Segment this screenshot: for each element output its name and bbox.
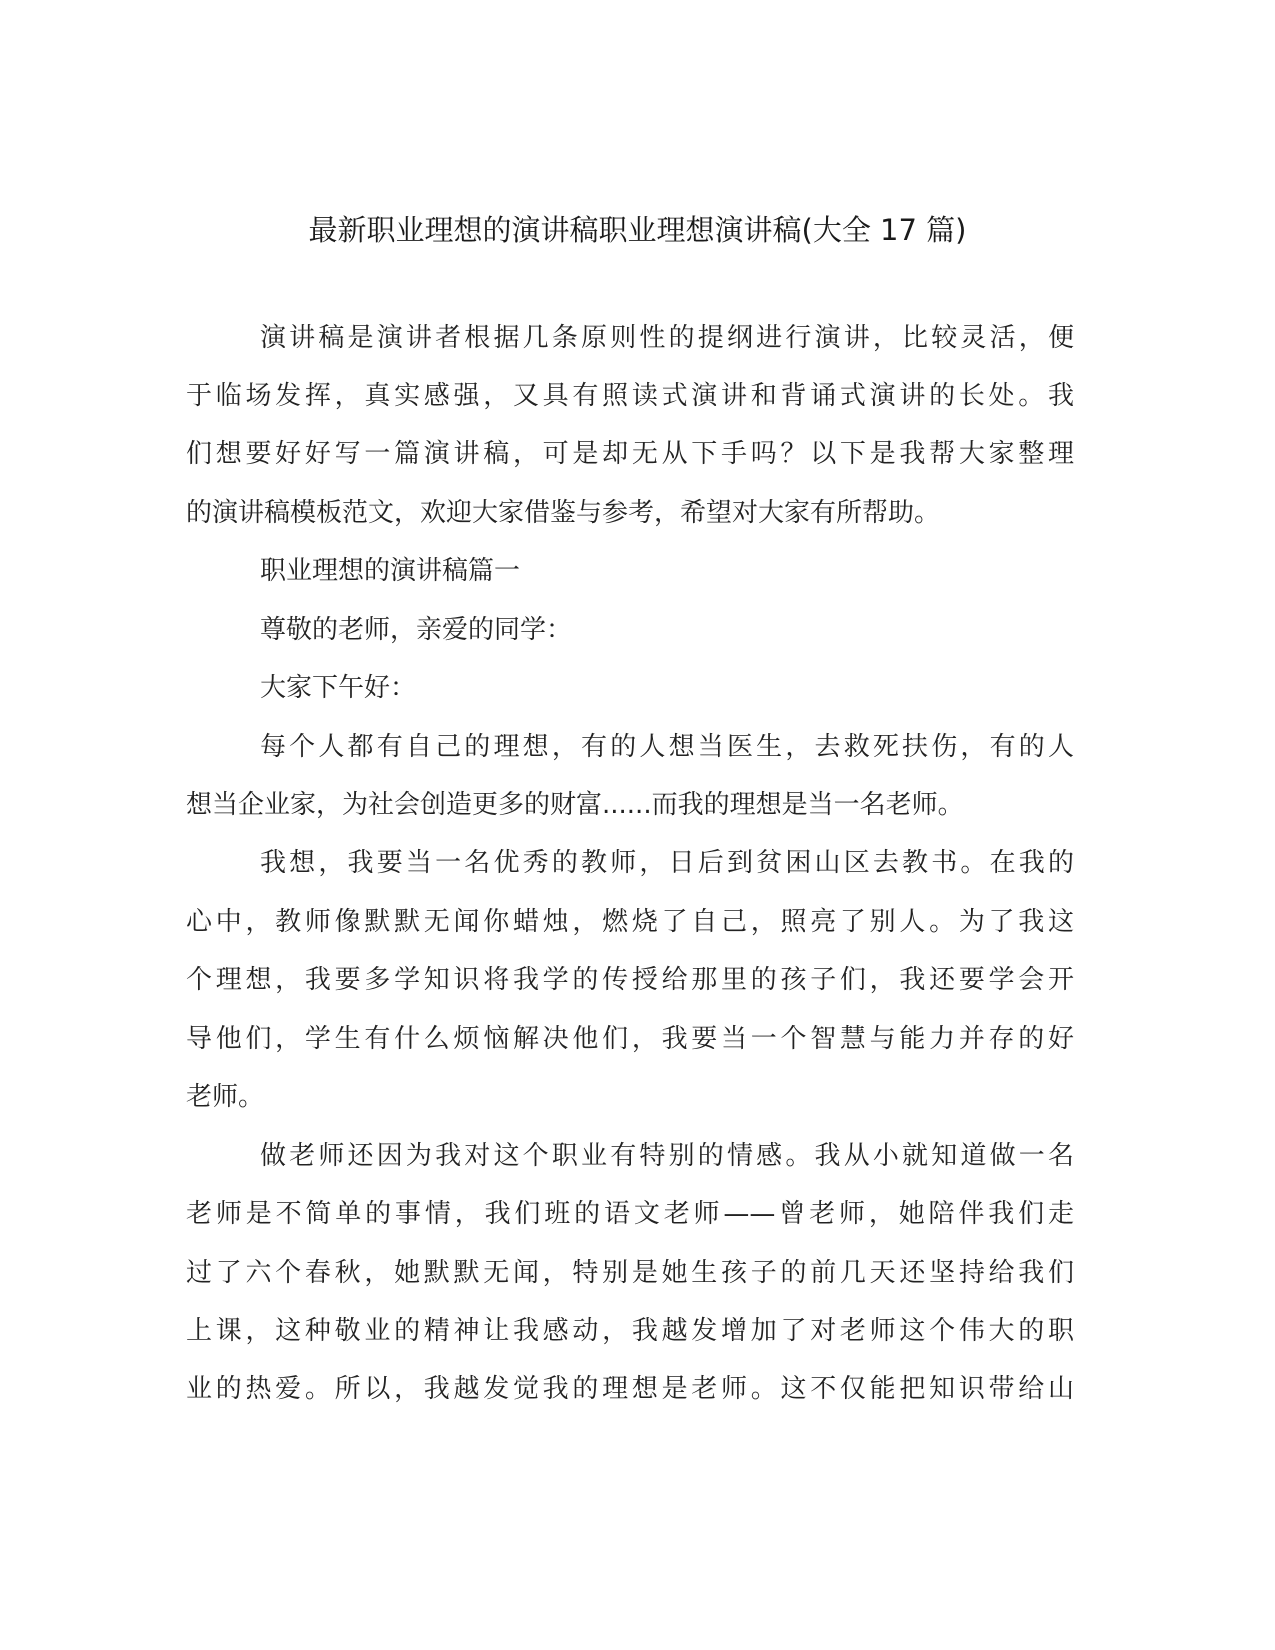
text-line: 过了六个春秋，她默默无闻，特别是她生孩子的前几天还坚持给我们 [186,1258,1074,1288]
document-title: 最新职业理想的演讲稿职业理想演讲稿(大全 17 篇) [308,213,967,247]
text-line: 老师。 [186,1082,265,1112]
text-line: 我想，我要当一名优秀的教师，日后到贫困山区去教书。在我的 [260,848,1074,878]
text-line: 想当企业家，为社会创造更多的财富......而我的理想是当一名老师。 [186,790,964,820]
text-line: 心中，教师像默默无闻你蜡烛，燃烧了自己，照亮了别人。为了我这 [186,907,1074,937]
text-line: 的演讲稿模板范文，欢迎大家借鉴与参考，希望对大家有所帮助。 [186,498,941,528]
text-line: 导他们，学生有什么烦恼解决他们，我要当一个智慧与能力并存的好 [186,1024,1074,1054]
section-heading: 职业理想的演讲稿篇一 [260,556,521,586]
text-line: 们想要好好写一篇演讲稿，可是却无从下手吗？以下是我帮大家整理 [186,439,1074,469]
text-line: 业的热爱。所以，我越发觉我的理想是老师。这不仅能把知识带给山 [186,1374,1074,1404]
text-line: 上课，这种敬业的精神让我感动，我越发增加了对老师这个伟大的职 [186,1316,1074,1346]
greeting: 大家下午好： [260,673,417,703]
salutation: 尊敬的老师，亲爱的同学： [260,615,573,645]
text-line: 每个人都有自己的理想，有的人想当医生，去救死扶伤，有的人 [260,732,1074,762]
text-line: 老师是不简单的事情，我们班的语文老师——曾老师，她陪伴我们走 [186,1199,1074,1229]
text-line: 做老师还因为我对这个职业有特别的情感。我从小就知道做一名 [260,1141,1074,1171]
text-line: 演讲稿是演讲者根据几条原则性的提纲进行演讲，比较灵活，便 [260,323,1074,353]
text-line: 于临场发挥，真实感强，又具有照读式演讲和背诵式演讲的长处。我 [186,381,1074,411]
text-line: 个理想，我要多学知识将我学的传授给那里的孩子们，我还要学会开 [186,965,1074,995]
